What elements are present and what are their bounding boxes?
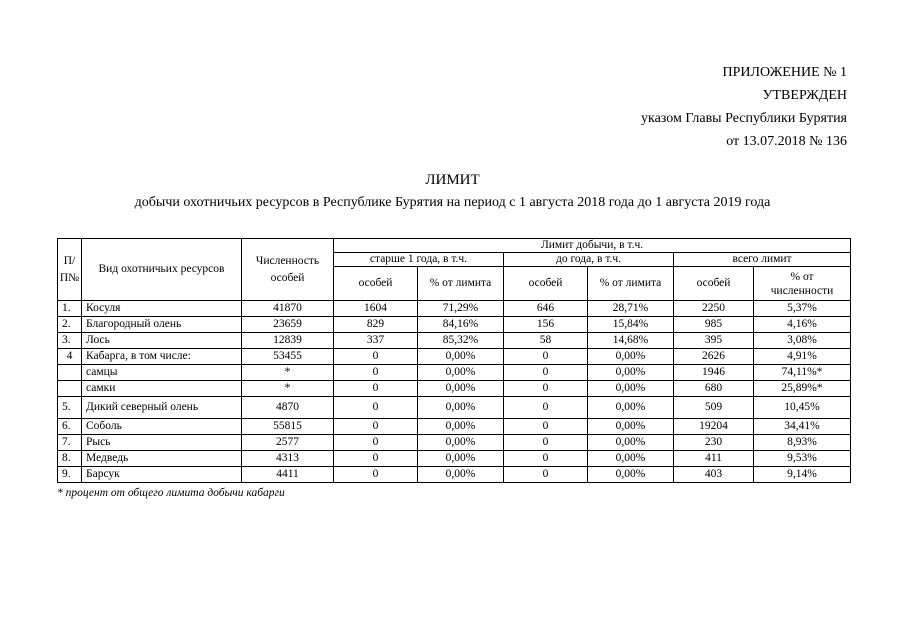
row-total-pct: 74,11%*	[754, 365, 851, 381]
decree-label: указом Главы Республики Бурятия	[640, 111, 847, 126]
table-row	[58, 435, 851, 451]
row-species: Медведь	[82, 451, 242, 467]
row-population: 4870	[242, 397, 334, 419]
row-over-animals: 0	[334, 451, 418, 467]
row-over-pct: 0,00%	[418, 435, 504, 451]
appendix-label: ПРИЛОЖЕНИЕ № 1	[722, 65, 847, 80]
row-total-animals: 2250	[674, 301, 754, 317]
row-species: Лось	[82, 333, 242, 349]
row-population: 4411	[242, 467, 334, 483]
row-population: 4313	[242, 451, 334, 467]
document-header	[641, 61, 847, 153]
decree-date: от 13.07.2018 № 136	[726, 134, 847, 149]
header-under-pct: % от лимита	[588, 267, 674, 301]
row-number: 1.	[58, 301, 82, 317]
row-under-pct: 0,00%	[588, 419, 674, 435]
row-over-pct: 85,32%	[418, 333, 504, 349]
row-species: Дикий северный олень	[82, 397, 242, 419]
header-total: всего лимит	[674, 253, 851, 267]
row-under-pct: 0,00%	[588, 381, 674, 397]
row-under-animals: 0	[504, 365, 588, 381]
table-row	[58, 365, 851, 381]
row-under-animals: 0	[504, 349, 588, 365]
row-number: 2.	[58, 317, 82, 333]
row-total-animals: 1946	[674, 365, 754, 381]
row-number: 9.	[58, 467, 82, 483]
approved-label: УТВЕРЖДЕН	[762, 88, 847, 103]
row-total-animals: 403	[674, 467, 754, 483]
row-population: 53455	[242, 349, 334, 365]
header-total-pct: % от численности	[754, 267, 851, 301]
table-row	[58, 451, 851, 467]
row-number	[58, 381, 82, 397]
row-population: *	[242, 381, 334, 397]
row-total-pct: 8,93%	[754, 435, 851, 451]
row-total-pct: 34,41%	[754, 419, 851, 435]
row-under-pct: 0,00%	[588, 435, 674, 451]
row-over-pct: 0,00%	[418, 381, 504, 397]
row-under-animals: 646	[504, 301, 588, 317]
row-population: 2577	[242, 435, 334, 451]
header-total-animals: особей	[674, 267, 754, 301]
table-row	[58, 301, 851, 317]
row-under-animals: 0	[504, 451, 588, 467]
row-over-animals: 829	[334, 317, 418, 333]
table-row	[58, 317, 851, 333]
row-over-animals: 0	[334, 467, 418, 483]
row-under-pct: 0,00%	[588, 451, 674, 467]
row-total-animals: 680	[674, 381, 754, 397]
row-total-animals: 2626	[674, 349, 754, 365]
footnote: * процент от общего лимита добычи кабарги	[57, 487, 285, 499]
row-under-pct: 28,71%	[588, 301, 674, 317]
header-population: Численность особей	[242, 239, 334, 301]
row-total-pct: 5,37%	[754, 301, 851, 317]
row-total-pct: 25,89%*	[754, 381, 851, 397]
row-number: 8.	[58, 451, 82, 467]
table-row	[58, 397, 851, 419]
row-over-animals: 337	[334, 333, 418, 349]
header-under-year: до года, в т.ч.	[504, 253, 674, 267]
row-total-pct: 9,53%	[754, 451, 851, 467]
row-over-pct: 71,29%	[418, 301, 504, 317]
header-over-year: старше 1 года, в т.ч.	[334, 253, 504, 267]
row-total-pct: 9,14%	[754, 467, 851, 483]
row-population: 55815	[242, 419, 334, 435]
row-population: 12839	[242, 333, 334, 349]
row-population: 23659	[242, 317, 334, 333]
row-total-animals: 230	[674, 435, 754, 451]
row-total-pct: 4,16%	[754, 317, 851, 333]
row-over-animals: 0	[334, 435, 418, 451]
row-species: Косуля	[82, 301, 242, 317]
row-under-animals: 58	[504, 333, 588, 349]
row-species: самцы	[82, 365, 242, 381]
row-under-animals: 0	[504, 435, 588, 451]
row-over-pct: 0,00%	[418, 397, 504, 419]
row-under-animals: 0	[504, 381, 588, 397]
row-species: Кабарга, в том числе:	[82, 349, 242, 365]
row-number: 4	[58, 349, 82, 365]
row-total-pct: 4,91%	[754, 349, 851, 365]
row-over-pct: 0,00%	[418, 467, 504, 483]
row-over-pct: 0,00%	[418, 419, 504, 435]
row-over-animals: 0	[334, 349, 418, 365]
row-total-pct: 10,45%	[754, 397, 851, 419]
row-under-pct: 0,00%	[588, 349, 674, 365]
row-number: 5.	[58, 397, 82, 419]
row-species: Барсук	[82, 467, 242, 483]
row-over-animals: 0	[334, 397, 418, 419]
row-over-animals: 0	[334, 365, 418, 381]
row-over-pct: 0,00%	[418, 451, 504, 467]
row-under-animals: 0	[504, 397, 588, 419]
row-total-pct: 3,08%	[754, 333, 851, 349]
row-total-animals: 19204	[674, 419, 754, 435]
row-total-animals: 395	[674, 333, 754, 349]
row-number: 6.	[58, 419, 82, 435]
table-row	[58, 467, 851, 483]
header-species: Вид охотничьих ресурсов	[82, 239, 242, 301]
row-total-animals: 411	[674, 451, 754, 467]
document-title: ЛИМИТ	[425, 172, 480, 188]
row-under-pct: 15,84%	[588, 317, 674, 333]
row-over-pct: 84,16%	[418, 317, 504, 333]
table-row	[58, 349, 851, 365]
document-subtitle: добычи охотничьих ресурсов в Республике Бурятия на период с 1 августа 2018 года до 1 августа 2019 года	[134, 195, 771, 210]
row-total-animals: 509	[674, 397, 754, 419]
row-number	[58, 365, 82, 381]
row-over-animals: 1604	[334, 301, 418, 317]
row-over-animals: 0	[334, 419, 418, 435]
row-over-pct: 0,00%	[418, 365, 504, 381]
header-over-animals: особей	[334, 267, 418, 301]
row-number: 7.	[58, 435, 82, 451]
table-row	[58, 381, 851, 397]
row-species: Благородный олень	[82, 317, 242, 333]
limit-table	[57, 238, 851, 483]
row-population: 41870	[242, 301, 334, 317]
table-row	[58, 419, 851, 435]
row-population: *	[242, 365, 334, 381]
table-row	[58, 333, 851, 349]
row-species: Соболь	[82, 419, 242, 435]
row-under-animals: 0	[504, 419, 588, 435]
row-under-animals: 0	[504, 467, 588, 483]
row-total-animals: 985	[674, 317, 754, 333]
row-under-pct: 0,00%	[588, 467, 674, 483]
header-num: П/ П№	[58, 239, 82, 301]
row-under-pct: 14,68%	[588, 333, 674, 349]
row-species: Рысь	[82, 435, 242, 451]
row-number: 3.	[58, 333, 82, 349]
row-under-pct: 0,00%	[588, 365, 674, 381]
row-over-animals: 0	[334, 381, 418, 397]
row-under-animals: 156	[504, 317, 588, 333]
header-over-pct: % от лимита	[418, 267, 504, 301]
header-under-animals: особей	[504, 267, 588, 301]
row-species: самки	[82, 381, 242, 397]
row-under-pct: 0,00%	[588, 397, 674, 419]
header-limit: Лимит добычи, в т.ч.	[334, 239, 851, 253]
row-over-pct: 0,00%	[418, 349, 504, 365]
